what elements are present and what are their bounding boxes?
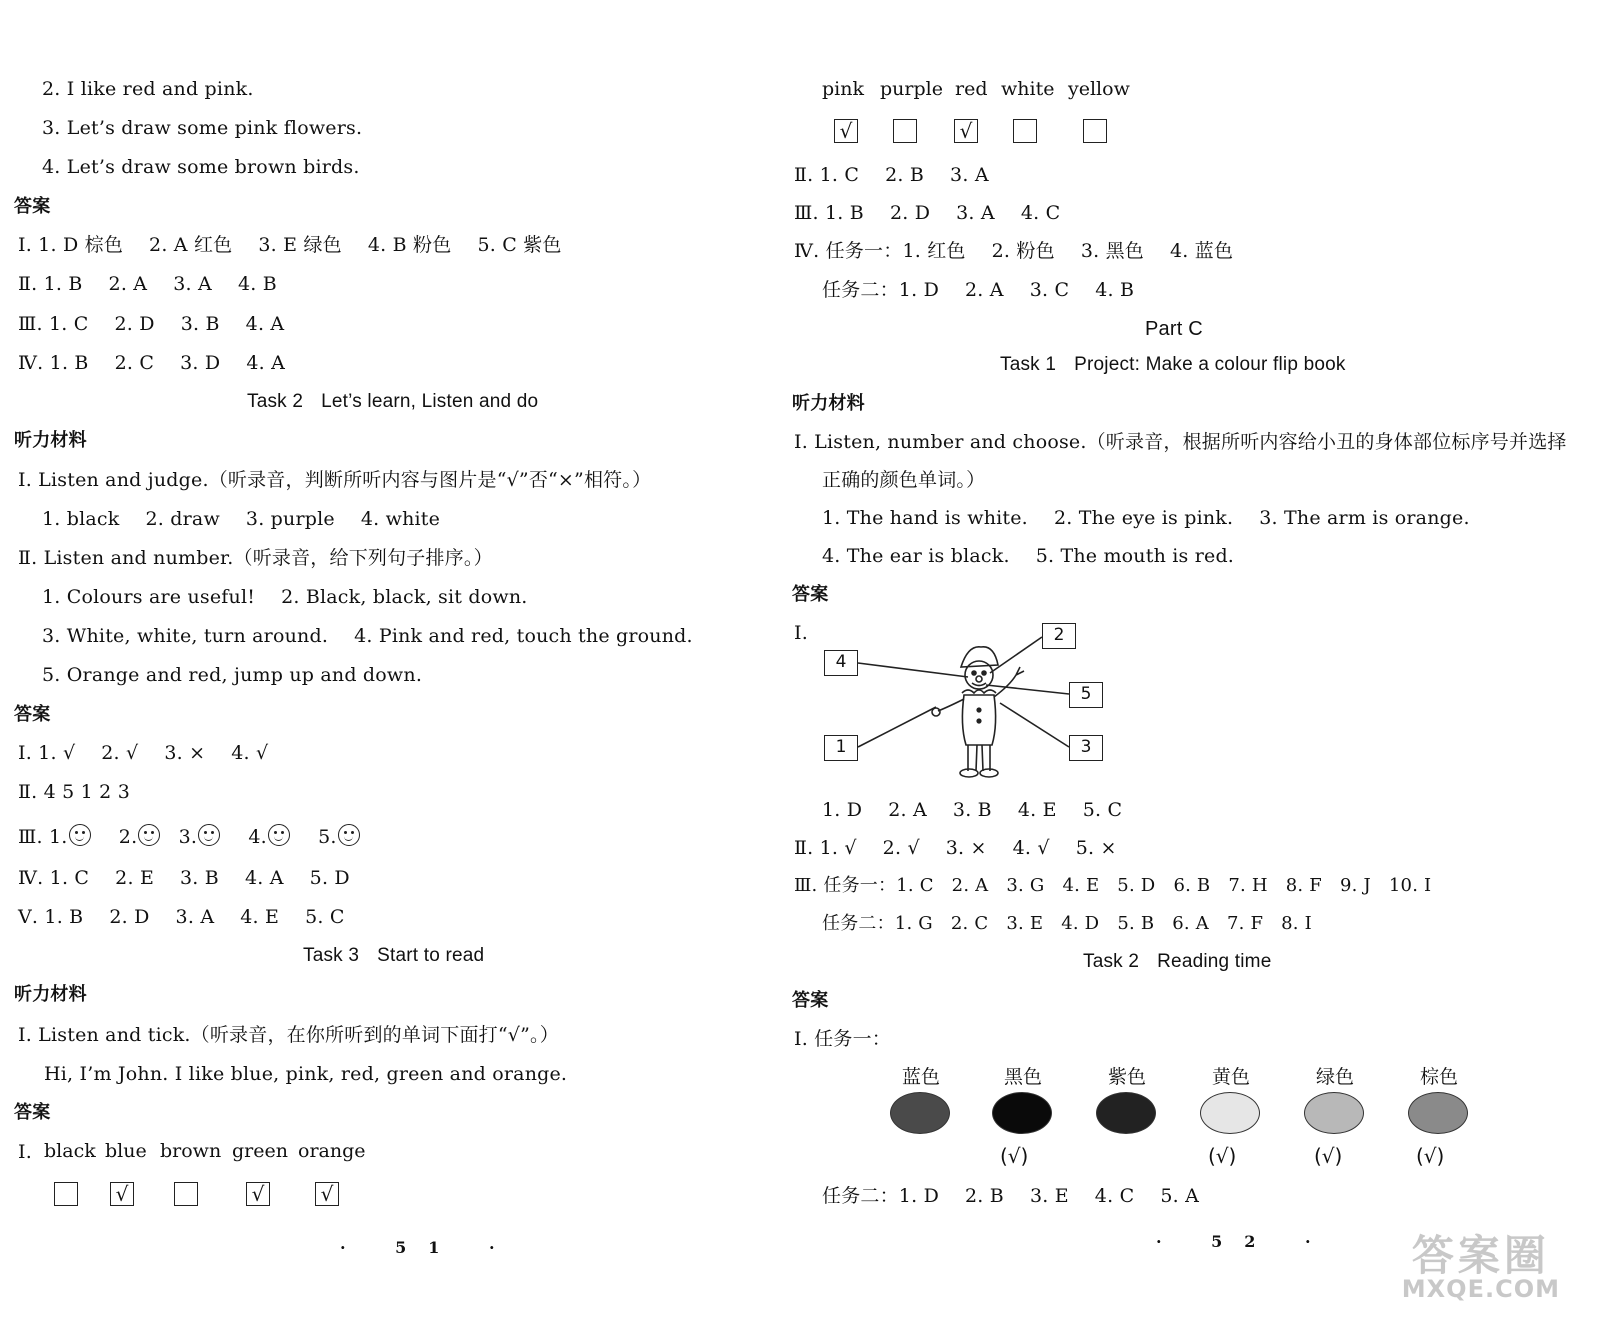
colour-swatch bbox=[890, 1092, 950, 1134]
answer-row: Ⅳ. 任务一：1. 红色 2. 粉色 3. 黑色 4. 蓝色 bbox=[794, 240, 1234, 262]
listening-material-heading: 听力材料 bbox=[14, 984, 87, 1005]
clown-number-box: 1 bbox=[824, 735, 858, 761]
answer-row: 任务二：1. D 2. A 3. C 4. B bbox=[822, 279, 1135, 301]
watermark-logo: 答案圈 bbox=[1411, 1231, 1550, 1280]
clown-diagram bbox=[818, 615, 1118, 785]
colour-tick: (√) bbox=[1000, 1144, 1029, 1168]
checkbox: √ bbox=[110, 1182, 134, 1206]
answer-row: Ⅲ. 任务一：1. C 2. A 3. G 4. E 5. D 6. B 7. H 8. F 9. J 10. I bbox=[794, 875, 1432, 896]
checkbox: √ bbox=[834, 119, 858, 143]
checkbox bbox=[54, 1182, 78, 1206]
question: Ⅰ. Listen and judge.（听录音，判断所听内容与图片是“√”否“×”相符。） bbox=[18, 469, 652, 491]
roman-label: Ⅰ. bbox=[794, 622, 808, 644]
answer-row: Ⅱ. 1. C 2. B 3. A bbox=[794, 164, 989, 186]
answer-row: Ⅳ. 1. B 2. C 3. D 4. A bbox=[18, 352, 286, 374]
word-label: orange bbox=[298, 1140, 366, 1162]
answer-heading: 答案 bbox=[14, 196, 51, 217]
page-number: · 52 · bbox=[1156, 1232, 1333, 1251]
line: 5. Orange and red, jump up and down. bbox=[42, 664, 423, 686]
colour-tick: (√) bbox=[1314, 1144, 1343, 1168]
answer-row: Ⅱ. 1. √ 2. √ 3. × 4. √ 5. × bbox=[794, 837, 1117, 859]
colour-name: 蓝色 bbox=[901, 1066, 940, 1088]
answer-row: Ⅲ. 1. B 2. D 3. A 4. C bbox=[794, 202, 1061, 224]
smiley-icon bbox=[138, 824, 160, 846]
word-label: pink bbox=[822, 78, 864, 100]
word-label: yellow bbox=[1068, 78, 1130, 100]
line: 4. Let’s draw some brown birds. bbox=[42, 156, 360, 178]
question: Ⅱ. Listen and number.（听录音，给下列句子排序。） bbox=[18, 547, 493, 569]
answer-row: Ⅰ. 1. √ 2. √ 3. × 4. √ bbox=[18, 742, 269, 764]
answer-heading: 答案 bbox=[14, 1102, 51, 1123]
page-52 bbox=[792, 0, 1600, 1319]
checkbox bbox=[893, 119, 917, 143]
smiley-icon bbox=[338, 824, 360, 846]
colour-name: 紫色 bbox=[1107, 1066, 1146, 1088]
task-heading: Task 2 Let’s learn, Listen and do bbox=[247, 391, 539, 412]
clown-number-box: 3 bbox=[1069, 735, 1103, 761]
word-label: purple bbox=[880, 78, 943, 100]
answer-row: Ⅳ. 1. C 2. E 3. B 4. A 5. D bbox=[18, 867, 350, 889]
answer-row: Ⅲ. 1. 2. 3. 4. 5. bbox=[18, 824, 360, 849]
line: 1. The hand is white. 2. The eye is pink. 3. The arm is orange. bbox=[822, 507, 1470, 529]
line: 3. White, white, turn around. 4. Pink and red, touch the ground. bbox=[42, 625, 693, 647]
answer-heading: 答案 bbox=[14, 704, 51, 725]
checkbox: √ bbox=[954, 119, 978, 143]
line: 2. I like red and pink. bbox=[42, 78, 254, 100]
line: 1. black 2. draw 3. purple 4. white bbox=[42, 508, 441, 530]
task-heading: Task 1 Project: Make a colour flip book bbox=[1000, 354, 1346, 375]
word-label: black bbox=[44, 1140, 96, 1162]
answer-heading: 答案 bbox=[792, 990, 829, 1011]
checkbox bbox=[1013, 119, 1037, 143]
word-label: blue bbox=[105, 1140, 147, 1162]
answer-row: 1. D 2. A 3. B 4. E 5. C bbox=[822, 799, 1123, 821]
answer-row: Ⅰ. 任务一： bbox=[794, 1028, 891, 1050]
answer-heading: 答案 bbox=[792, 584, 829, 605]
colour-swatch bbox=[1200, 1092, 1260, 1134]
colour-tick: (√) bbox=[1416, 1144, 1445, 1168]
answer-row: Ⅱ. 1. B 2. A 3. A 4. B bbox=[18, 273, 277, 295]
answer-row: Ⅲ. 1. C 2. D 3. B 4. A bbox=[18, 313, 285, 335]
task-heading: Task 2 Reading time bbox=[1083, 951, 1272, 972]
clown-number-box: 4 bbox=[824, 650, 858, 676]
question: 正确的颜色单词。） bbox=[822, 469, 986, 491]
question: Ⅰ. Listen and tick.（听录音，在你所听到的单词下面打“√”。） bbox=[18, 1024, 559, 1046]
clown-number-box: 5 bbox=[1069, 682, 1103, 708]
answer-row: Ⅴ. 1. B 2. D 3. A 4. E 5. C bbox=[18, 906, 345, 928]
roman-label: Ⅰ. bbox=[18, 1141, 32, 1163]
part-heading: Part C bbox=[1145, 318, 1203, 340]
answer-row: Ⅰ. 1. D 棕色 2. A 红色 3. E 绿色 4. B 粉色 5. C 紫色 bbox=[18, 234, 562, 256]
checkbox: √ bbox=[246, 1182, 270, 1206]
clown-number-box: 2 bbox=[1042, 623, 1076, 649]
answer-row: 任务二：1. G 2. C 3. E 4. D 5. B 6. A 7. F 8. I bbox=[822, 913, 1312, 934]
smiley-icon bbox=[198, 824, 220, 846]
colour-tick: (√) bbox=[1208, 1144, 1237, 1168]
watermark bbox=[1401, 1231, 1560, 1303]
colour-name: 黄色 bbox=[1211, 1066, 1250, 1088]
colour-name: 黑色 bbox=[1003, 1066, 1042, 1088]
line: Hi, I’m John. I like blue, pink, red, green and orange. bbox=[44, 1063, 568, 1085]
answer-row: Ⅱ. 4 5 1 2 3 bbox=[18, 781, 130, 803]
colour-swatch bbox=[1408, 1092, 1468, 1134]
colour-name: 绿色 bbox=[1315, 1066, 1354, 1088]
word-label: red bbox=[955, 78, 988, 100]
checkbox bbox=[174, 1182, 198, 1206]
colour-name: 棕色 bbox=[1419, 1066, 1458, 1088]
answer-row: 任务二：1. D 2. B 3. E 4. C 5. A bbox=[822, 1185, 1200, 1207]
smiley-icon bbox=[268, 824, 290, 846]
word-label: brown bbox=[160, 1140, 222, 1162]
line: 3. Let’s draw some pink flowers. bbox=[42, 117, 363, 139]
line: 4. The ear is black. 5. The mouth is red. bbox=[822, 545, 1235, 567]
task-heading: Task 3 Start to read bbox=[303, 945, 485, 966]
smiley-icon bbox=[69, 824, 91, 846]
colour-swatch bbox=[1304, 1092, 1364, 1134]
question: Ⅰ. Listen, number and choose.（听录音，根据所听内容给小丑的身体部位标序号并选择 bbox=[794, 431, 1567, 453]
listening-material-heading: 听力材料 bbox=[14, 430, 87, 451]
checkbox: √ bbox=[315, 1182, 339, 1206]
colour-swatch bbox=[1096, 1092, 1156, 1134]
colour-swatch bbox=[992, 1092, 1052, 1134]
line: 1. Colours are useful! 2. Black, black, sit down. bbox=[42, 586, 528, 608]
word-label: green bbox=[232, 1140, 288, 1162]
checkbox bbox=[1083, 119, 1107, 143]
watermark-url: MXQE.COM bbox=[1401, 1275, 1560, 1303]
page-number: · 51 · bbox=[340, 1238, 517, 1257]
word-label: white bbox=[1001, 78, 1055, 100]
listening-material-heading: 听力材料 bbox=[792, 393, 865, 414]
